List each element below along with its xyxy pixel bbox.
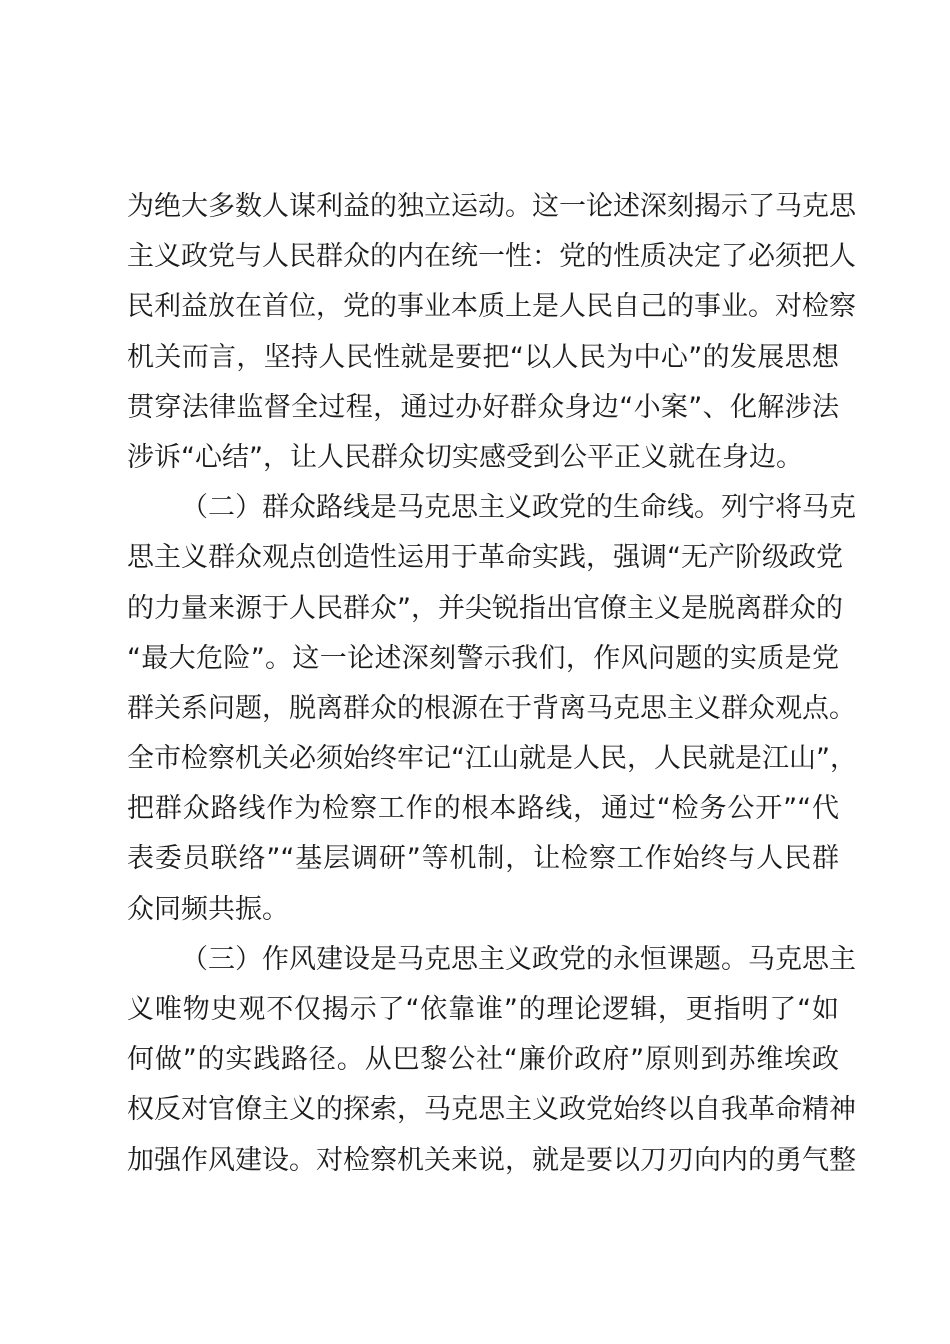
text-line: 的力量来源于人民群众”，并尖锐指出官僚主义是脱离群众的: [127, 592, 843, 624]
text-line: “最大危险”。这一论述深刻警示我们，作风问题的实质是党: [127, 642, 839, 674]
text-line: 权反对官僚主义的探索，马克思主义政党始终以自我革命精神: [127, 1094, 856, 1126]
text-line: 把群众路线作为检察工作的根本路线，通过“检务公开”“代: [127, 793, 839, 825]
paragraph-3-heading-line: （三）作风建设是马克思主义政党的永恒课题。马克思主: [181, 943, 856, 975]
text-line: 加强作风建设。对检察机关来说，就是要以刀刃向内的勇气整: [127, 1144, 856, 1176]
text-line: 众同频共振。: [127, 893, 289, 925]
text-line: 民利益放在首位，党的事业本质上是人民自己的事业。对检察: [127, 291, 856, 323]
text-line: 机关而言，坚持人民性就是要把“以人民为中心”的发展思想: [127, 341, 839, 373]
text-line: 为绝大多数人谋利益的独立运动。这一论述深刻揭示了马克思: [127, 191, 856, 222]
text-line: 义唯物史观不仅揭示了“依靠谁”的理论逻辑，更指明了“如: [127, 994, 839, 1025]
text-line: 涉诉“心结”，让人民群众切实感受到公平正义就在身边。: [127, 441, 803, 473]
text-line: 贯穿法律监督全过程，通过办好群众身边“小案”、化解涉法: [127, 391, 839, 423]
text-line: 主义政党与人民群众的内在统一性：党的性质决定了必须把人: [127, 241, 856, 273]
text-line: 全市检察机关必须始终牢记“江山就是人民，人民就是江山”，: [127, 743, 857, 775]
document-body: [127, 182, 857, 1186]
text-line: 表委员联络”“基层调研”等机制，让检察工作始终与人民群: [127, 843, 839, 875]
text-line: 思主义群众观点创造性运用于革命实践，强调“无产阶级政党: [127, 542, 843, 574]
text-line: 何做”的实践路径。从巴黎公社“廉价政府”原则到苏维埃政: [127, 1044, 839, 1076]
text-line: 群关系问题，脱离群众的根源在于背离马克思主义群众观点。: [127, 692, 856, 724]
paragraph-2-heading-line: （二）群众路线是马克思主义政党的生命线。列宁将马克: [181, 492, 856, 524]
